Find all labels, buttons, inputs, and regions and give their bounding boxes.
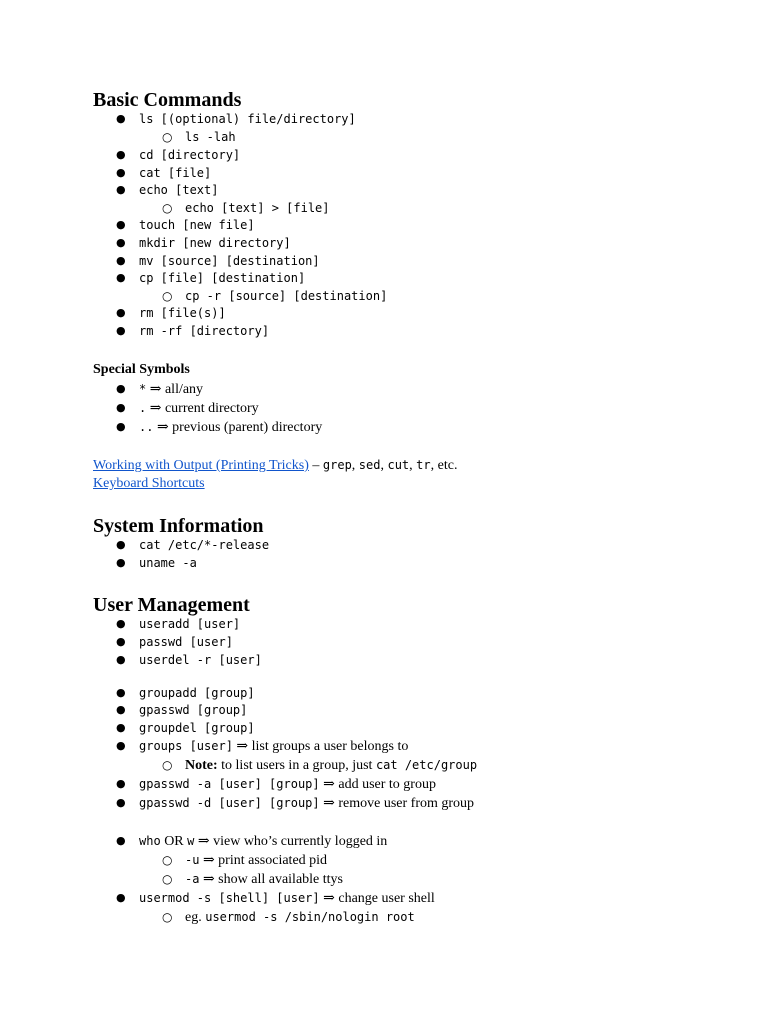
- list-item: echo [text] > [file]: [185, 201, 330, 215]
- bullet-icon: ●: [116, 891, 126, 904]
- list-item: .. ⇒ previous (parent) directory: [139, 420, 323, 435]
- bullet-icon: ●: [116, 218, 126, 231]
- list-item: * ⇒ all/any: [139, 382, 204, 397]
- bullet-icon: ●: [116, 686, 126, 699]
- list-item: groupadd [group]: [139, 686, 255, 700]
- circle-bullet-icon: ○: [162, 853, 173, 867]
- circle-bullet-icon: ○: [162, 289, 173, 303]
- bullet-icon: ●: [116, 148, 126, 161]
- bullet-icon: ●: [116, 739, 126, 752]
- bullet-icon: ●: [116, 166, 126, 179]
- bullet-icon: ●: [116, 271, 126, 284]
- list-item: touch [new file]: [139, 218, 255, 232]
- list-item: cd [directory]: [139, 148, 241, 162]
- heading-user-management: User Management: [93, 594, 250, 616]
- circle-bullet-icon: ○: [162, 872, 173, 886]
- heading-system-information: System Information: [93, 515, 264, 537]
- list-item: uname -a: [139, 556, 197, 570]
- bullet-icon: ●: [116, 777, 126, 790]
- link-working-with-output[interactable]: Working with Output (Printing Tricks): [93, 458, 309, 473]
- circle-bullet-icon: ○: [162, 910, 173, 924]
- list-item: rm [file(s)]: [139, 306, 226, 320]
- list-item: gpasswd [group]: [139, 703, 248, 717]
- list-item: cp [file] [destination]: [139, 271, 306, 285]
- bullet-icon: ●: [116, 401, 126, 414]
- list-item: groupdel [group]: [139, 721, 255, 735]
- list-item: useradd [user]: [139, 617, 241, 631]
- list-item: gpasswd -a [user] [group] ⇒ add user to group: [139, 777, 436, 792]
- bullet-icon: ●: [116, 834, 126, 847]
- list-item: cat /etc/*-release: [139, 538, 270, 552]
- bullet-icon: ●: [116, 382, 126, 395]
- heading-special-symbols: Special Symbols: [93, 362, 190, 377]
- bullet-icon: ●: [116, 254, 126, 267]
- list-item: rm -rf [directory]: [139, 324, 270, 338]
- list-item: who OR w ⇒ view who’s currently logged in: [139, 834, 388, 849]
- list-item: ls -lah: [185, 130, 236, 144]
- list-item: cp -r [source] [destination]: [185, 289, 388, 303]
- list-item: usermod -s [shell] [user] ⇒ change user shell: [139, 891, 435, 906]
- list-item: -a ⇒ show all available ttys: [185, 872, 343, 887]
- list-item: . ⇒ current directory: [139, 401, 259, 416]
- bullet-icon: ●: [116, 635, 126, 648]
- link-keyboard-shortcuts[interactable]: Keyboard Shortcuts: [93, 476, 205, 491]
- list-item: echo [text]: [139, 183, 219, 197]
- list-item: passwd [user]: [139, 635, 233, 649]
- list-item: userdel -r [user]: [139, 653, 262, 667]
- list-item: mkdir [new directory]: [139, 236, 291, 250]
- bullet-icon: ●: [116, 183, 126, 196]
- list-item: -u ⇒ print associated pid: [185, 853, 328, 868]
- bullet-icon: ●: [116, 721, 126, 734]
- list-item: ls [(optional) file/directory]: [139, 112, 356, 126]
- bullet-icon: ●: [116, 420, 126, 433]
- bullet-icon: ●: [116, 538, 126, 551]
- circle-bullet-icon: ○: [162, 130, 173, 144]
- bullet-icon: ●: [116, 112, 126, 125]
- list-item: cat [file]: [139, 166, 212, 180]
- output-line: Working with Output (Printing Tricks) – grep, sed, cut, tr, etc.: [93, 458, 458, 473]
- bullet-icon: ●: [116, 556, 126, 569]
- bullet-icon: ●: [116, 703, 126, 716]
- bullet-icon: ●: [116, 796, 126, 809]
- circle-bullet-icon: ○: [162, 758, 173, 772]
- bullet-icon: ●: [116, 324, 126, 337]
- bullet-icon: ●: [116, 617, 126, 630]
- bullet-icon: ●: [116, 653, 126, 666]
- list-item: gpasswd -d [user] [group] ⇒ remove user from group: [139, 796, 475, 811]
- list-item: mv [source] [destination]: [139, 254, 320, 268]
- list-item: Note: to list users in a group, just cat /etc/group: [185, 758, 478, 773]
- list-item: groups [user] ⇒ list groups a user belongs to: [139, 739, 409, 754]
- circle-bullet-icon: ○: [162, 201, 173, 215]
- bullet-icon: ●: [116, 236, 126, 249]
- shortcuts-line: [93, 475, 205, 493]
- bullet-icon: ●: [116, 306, 126, 319]
- list-item: eg. usermod -s /sbin/nologin root: [185, 910, 415, 925]
- heading-basic-commands: Basic Commands: [93, 89, 242, 111]
